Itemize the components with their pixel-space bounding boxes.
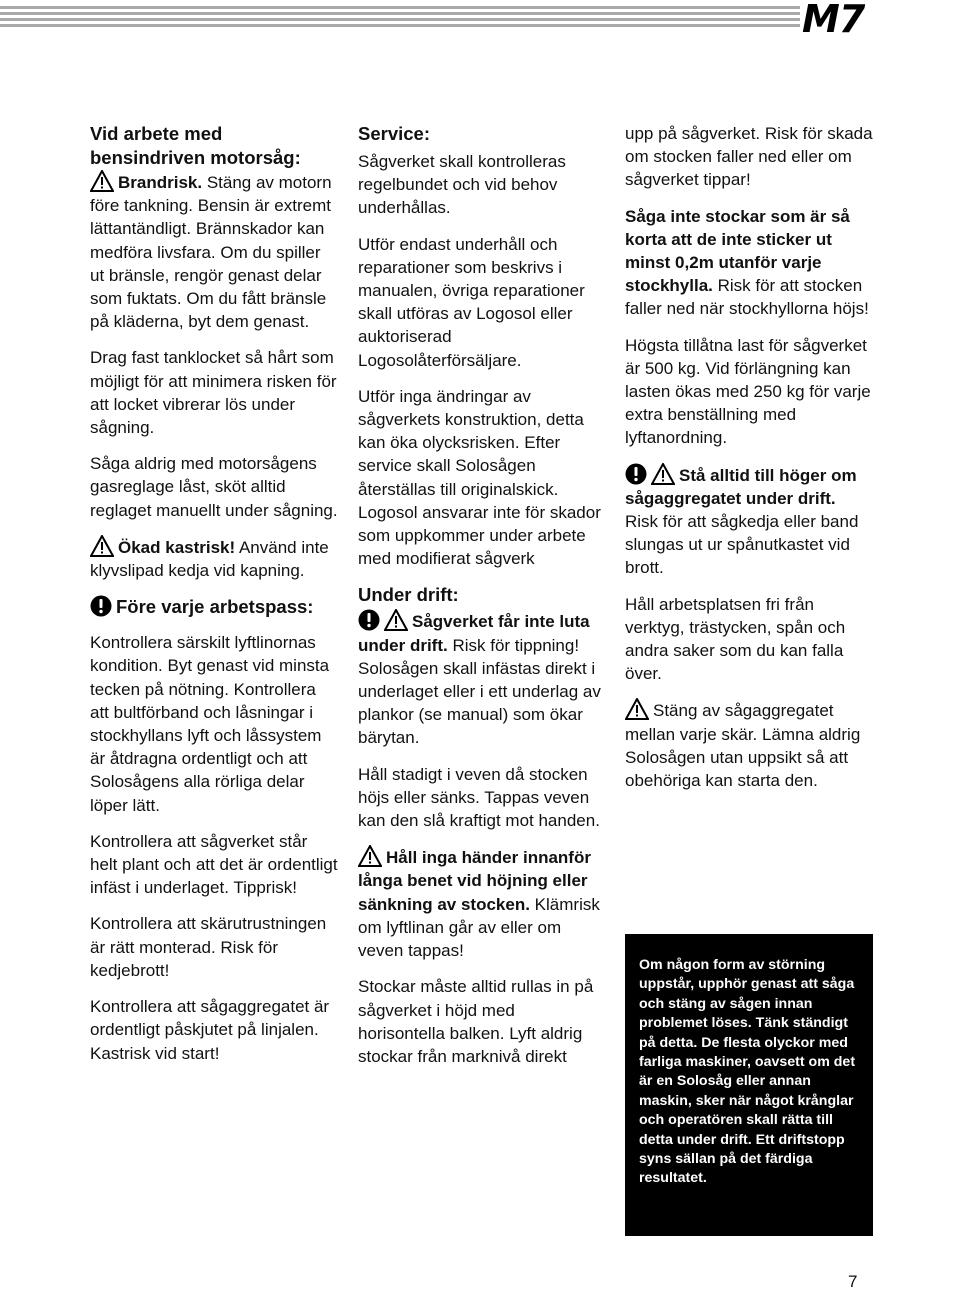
- page-number: 7: [848, 1272, 858, 1291]
- exclamation-icon: [90, 595, 112, 617]
- paragraph-stand-right: Stå alltid till höger om sågaggregatet under drift. Risk för att sågkedja eller band slungas ut ur spånutkastet vid brott.: [625, 463, 873, 580]
- column-3: [625, 122, 873, 805]
- paragraph-tank-cap: Drag fast tanklocket så hårt som möjligt för att minimera risken för att locket vibrerar lös under sågning.: [90, 348, 337, 438]
- notice-box: Om någon form av störning uppstår, upphör genast att såga och stäng av sågen innan problemet löses. Tänk ständigt på detta. De flesta olyckor med farliga maskiner, oavsett om det är en Solosåg eller annan maskin, sker när något krånglar och operatören skall rätta till detta under drift. Ett driftstopp syns sällan på det färdiga resultatet.: [625, 934, 873, 1236]
- paragraph-crank: Håll stadigt i veven då stocken höjs eller sänks. Tappas veven kan den slå kraftigt mot handen.: [358, 764, 600, 831]
- paragraph-check-cutting: Kontrollera att skärutrustningen är rätt monterad. Risk för kedjebrott!: [90, 914, 327, 980]
- paragraph-service-repairs: Utför endast underhåll och reparationer som beskrivs i manualen, övriga reparationer skall utföras av Logosol eller auktoriserad Logosolåterförsäljare.: [358, 234, 585, 370]
- exclamation-icon: [358, 609, 380, 631]
- warning-triangle-icon: [90, 535, 114, 557]
- header-stripes: [0, 6, 800, 28]
- column-2: [358, 122, 604, 1081]
- paragraph-check-level: Kontrollera att sågverket står helt plant och att det är ordentligt infäst i underlaget. Tipprisk!: [90, 831, 338, 898]
- warning-triangle-icon: [651, 463, 675, 485]
- warning-triangle-icon: [384, 609, 408, 631]
- brand-logo: M7: [802, 0, 865, 41]
- paragraph-check-aggregate: Kontrollera att sågaggregatet är ordentligt påskjutet på linjalen. Kastrisk vid start!: [90, 997, 330, 1063]
- paragraph-fire-risk: Brandrisk. Stäng av motorn före tankning. Bensin är extremt lättantändligt. Brännskador kan medföra livsfara. Om du spiller ut bränsle, rengör genast delar som fuktats. Om du fått bränsle på kläderna, byt dem genast.: [90, 170, 338, 333]
- section-heading-gasoline: Vid arbete med bensindriven motorsåg:: [90, 123, 301, 168]
- warning-triangle-icon: [90, 170, 114, 192]
- paragraph-max-load: Högsta tillåtna last för sågverket är 500 kg. Vid förlängning kan lasten ökas med 250 kg för varje extra benställning med lyftanordning.: [625, 335, 871, 448]
- column-1: [90, 122, 338, 1078]
- warning-triangle-icon: [358, 845, 382, 867]
- warning-triangle-icon: [625, 698, 649, 720]
- exclamation-icon: [625, 463, 647, 485]
- section-heading-service: Service:: [358, 123, 430, 144]
- paragraph-workspace: Håll arbetsplatsen fri från verktyg, trästycken, spån och andra saker som du kan falla över.: [625, 594, 846, 684]
- paragraph-log-fall: upp på sågverket. Risk för skada om stocken faller ned eller om sågverket tippar!: [625, 124, 873, 190]
- paragraph-logs: Stockar måste alltid rullas in på sågverket i höjd med horisontella balken. Lyft aldrig stockar från marknivå direkt: [358, 977, 594, 1066]
- paragraph-check-lines: Kontrollera särskilt lyftlinornas kondition. Byt genast vid minsta tecken på nötning. Kontrollera att bultförband och låsningar i stockhyllans lyft och låssystem är åtdragna ordentligt och att Solosågens alla rörliga delar löper lätt.: [90, 633, 330, 815]
- paragraph-service-modifications: Utför inga ändringar av sågverkets konstruktion, detta kan öka olycksrisken. Efter service skall Solosågen återställas till originalskick. Logosol ansvarar inte för skador som uppkommer under arbete med modifierat sågverk: [358, 386, 601, 569]
- paragraph-throttle: Såga aldrig med motorsågens gasreglage låst, sköt alltid reglaget manuellt under sågning.: [90, 454, 338, 520]
- paragraph-service-check: Sågverket skall kontrolleras regelbundet och vid behov underhållas.: [358, 152, 566, 218]
- section-heading-operation: Under drift:: [358, 584, 459, 606]
- paragraph-kickback: Ökad kastrisk! Använd inte klyvslipad kedja vid kapning.: [90, 535, 338, 582]
- paragraph-stop-aggregate: Stäng av sågaggregatet mellan varje skär. Lämna aldrig Solosågen utan uppsikt så att obehöriga kan starta den.: [625, 698, 873, 792]
- paragraph-no-tilt: Sågverket får inte luta under drift. Risk för tippning! Solosågen skall infästas direkt i underlaget eller i ett underlag av plankor (se manual) som ökar bärytan.: [358, 609, 604, 749]
- paragraph-short-logs: Såga inte stockar som är så korta att de inte sticker ut minst 0,2m utanför varje stockhylla. Risk för att stocken faller ned när stockhyllorna höjs!: [625, 206, 869, 319]
- section-heading-before-work: Före varje arbetspass:: [90, 595, 338, 619]
- paragraph-hands: Håll inga händer innanför långa benet vid höjning eller sänkning av stocken. Klämrisk om lyftlinan går av eller om veven tappas!: [358, 845, 604, 962]
